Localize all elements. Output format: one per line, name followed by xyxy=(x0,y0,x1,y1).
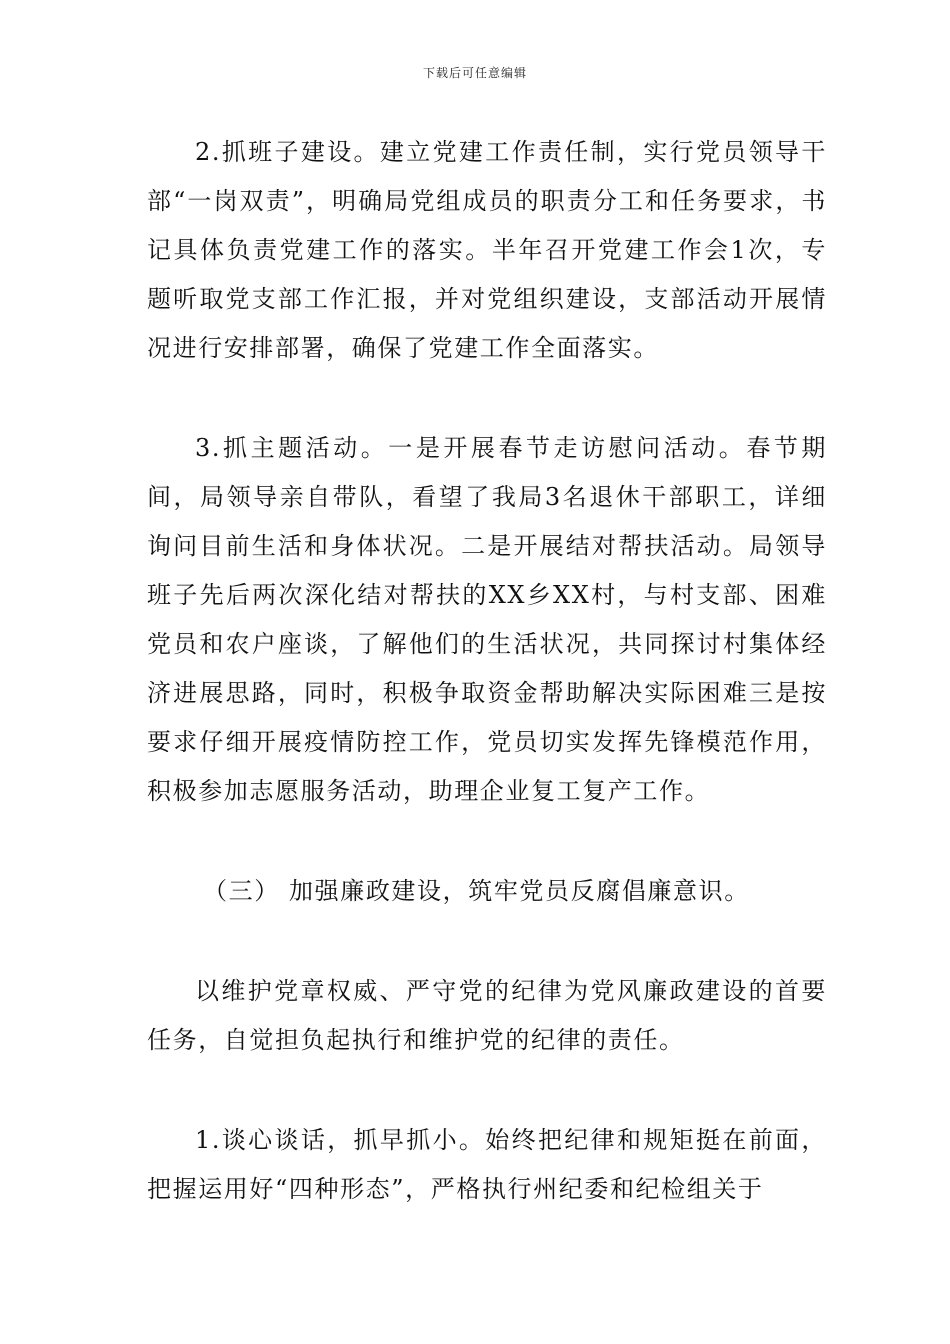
paragraph-team-building: 2.抓班子建设。建立党建工作责任制，实行党员领导干部“一岗双责”，明确局党组成员的职责分工和任务要求，书记具体负责党建工作的落实。半年召开党建工作会1次，专题听取党支部工作汇报，并对党组织建设，支部活动开展情况进行安排部署，确保了党建工作全面落实。 xyxy=(147,138,827,362)
header-note: 下载后可任意编辑 xyxy=(422,66,527,80)
document-body xyxy=(147,128,827,1265)
paragraph-party-discipline: 以维护党章权威、严守党的纪律为党风廉政建设的首要任务，自觉担负起执行和维护党的纪律的责任。 xyxy=(147,977,827,1054)
paragraph-theme-activities: 3.抓主题活动。一是开展春节走访慰问活动。春节期间，局领导亲自带队，看望了我局3名退休干部职工，详细询问目前生活和身体状况。二是开展结对帮扶活动。局领导班子先后两次深化结对帮扶的XX乡XX村，与村支部、困难党员和农户座谈，了解他们的生活状况，共同探讨村集体经济进展思路，同时，积极争取资金帮助解决实际困难三是按要求仔细开展疫情防控工作，党员切实发挥先锋模范作用，积极参加志愿服务活动，助理企业复工复产工作。 xyxy=(147,434,827,805)
paragraph-heart-to-heart-talks: 1.谈心谈话，抓早抓小。始终把纪律和规矩挺在前面，把握运用好“四种形态”，严格执行州纪委和纪检组关于 xyxy=(147,1126,827,1203)
section-heading-integrity: （三） 加强廉政建设，筑牢党员反腐倡廉意识。 xyxy=(203,877,750,905)
